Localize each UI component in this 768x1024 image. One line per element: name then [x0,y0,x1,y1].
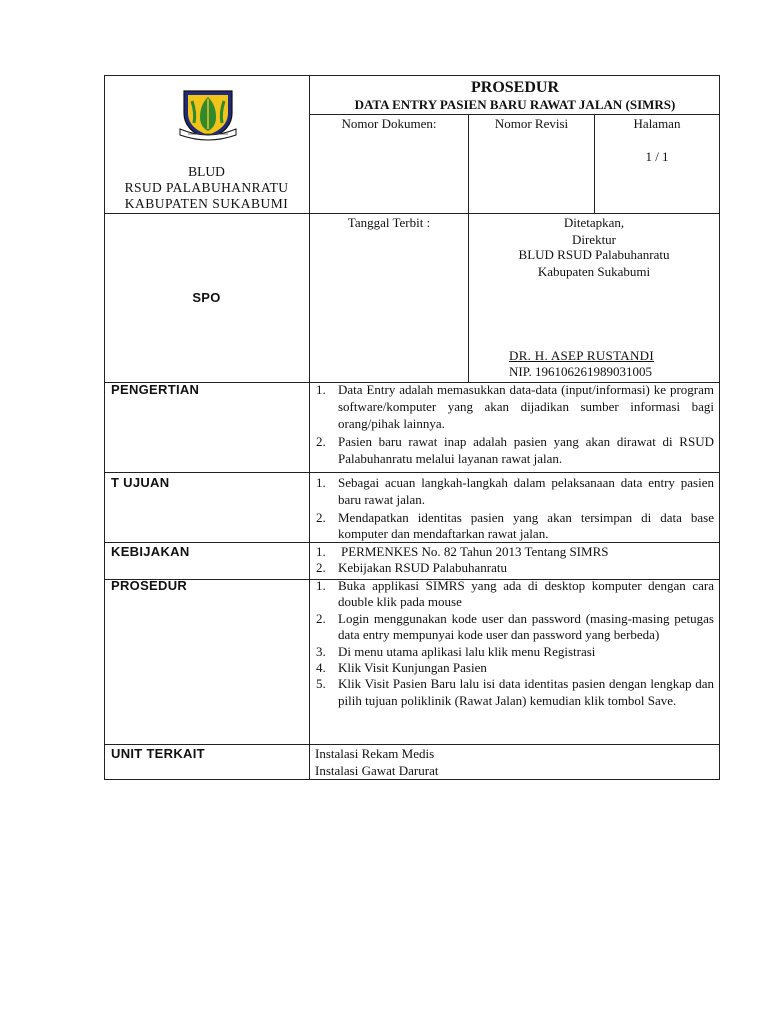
approval-line-3: BLUD RSUD Palabuhanratu [518,247,670,262]
title-divider [309,114,720,115]
pengertian-label: PENGERTIAN [111,382,200,397]
table-border-bottom [104,779,720,780]
list-item: 2. Mendapatkan identitas pasien yang akan tersimpan di data base komputer dan mendaftarkan rawat jalan. [316,509,714,542]
kebijakan-list [314,544,714,576]
list-item: 1. Data Entry adalah memasukkan data-data (input/informasi) ke program software/komputer yang akan dijadikan sumber informasi bagi orang/pihak lainnya. [316,382,714,431]
prosedur-label: PROSEDUR [111,578,188,593]
approval-line-4: Kabupaten Sukabumi [537,264,651,279]
approval-line-2: Direktur [571,232,617,247]
approval-line-1: Ditetapkan, [563,215,625,230]
document-title: PROSEDUR [470,79,559,96]
org-line-kabupaten: KABUPATEN SUKABUMI [124,196,289,211]
header-row-divider [104,213,720,214]
unit-terkait-line-2: Instalasi Gawat Darurat [315,763,439,778]
prosedur-list [314,578,714,709]
director-name: DR. H. ASEP RUSTANDI [509,348,654,363]
table-border-right [719,75,720,780]
table-border-top [104,75,720,76]
kabupaten-sukabumi-emblem-icon [178,89,238,143]
tujuan-label: T UJUAN [111,475,170,490]
kebijakan-label: KEBIJAKAN [111,544,190,559]
revision-label: Nomor Revisi [494,116,569,131]
doc-number-label: Nomor Dokumen: [341,116,437,131]
org-line-blud: BLUD [188,164,225,179]
list-item: 1. Buka applikasi SIMRS yang ada di desktop komputer dengan cara double klik pada mouse [316,578,714,610]
spo-label: SPO [192,290,221,305]
unit-terkait-label: UNIT TERKAIT [111,746,205,761]
list-item: 2. Pasien baru rawat inap adalah pasien yang akan dirawat di RSUD Palabuhanratu melalui layanan rawat jalan. [316,434,714,467]
unit-terkait-line-1: Instalasi Rekam Medis [315,746,435,761]
director-nip: NIP. 196106261989031005 [509,364,653,379]
list-item: 3. Di menu utama aplikasi lalu klik menu Registrasi [316,643,596,659]
list-item: 4. Klik Visit Kunjungan Pasien [316,660,487,676]
spo-document [104,75,720,780]
org-line-rsud: RSUD PALABUHANRATU [124,180,289,195]
page-value: 1 / 1 [645,149,669,164]
column-divider [309,75,310,780]
document-subtitle: DATA ENTRY PASIEN BARU RAWAT JALAN (SIMRS) [354,97,676,112]
pengertian-list [314,382,714,468]
page-label: Halaman [633,116,681,131]
pengertian-row-divider [104,472,720,473]
list-item: 1. Sebagai acuan langkah-langkah dalam pelaksanaan data entry pasien baru rawat jalan. [316,475,714,507]
tujuan-list [314,475,714,543]
list-item: 5. Klik Visit Pasien Baru lalu isi data identitas pasien dengan lengkap dan pilih tujuan poliklinik (Rawat Jalan) kemudian klik tombol Save. [316,676,714,708]
list-item: 2. Login menggunakan kode user dan password (masing-masing petugas data entry mempunyai kode user dan password yang berbeda) [316,610,714,643]
list-item: 1. PERMENKES No. 82 Tahun 2013 Tentang SIMRS [316,544,609,559]
issue-date-label: Tanggal Terbit : [347,215,431,230]
prosedur-row-divider [104,744,720,745]
list-item: 2. Kebijakan RSUD Palabuhanratu [316,560,507,575]
